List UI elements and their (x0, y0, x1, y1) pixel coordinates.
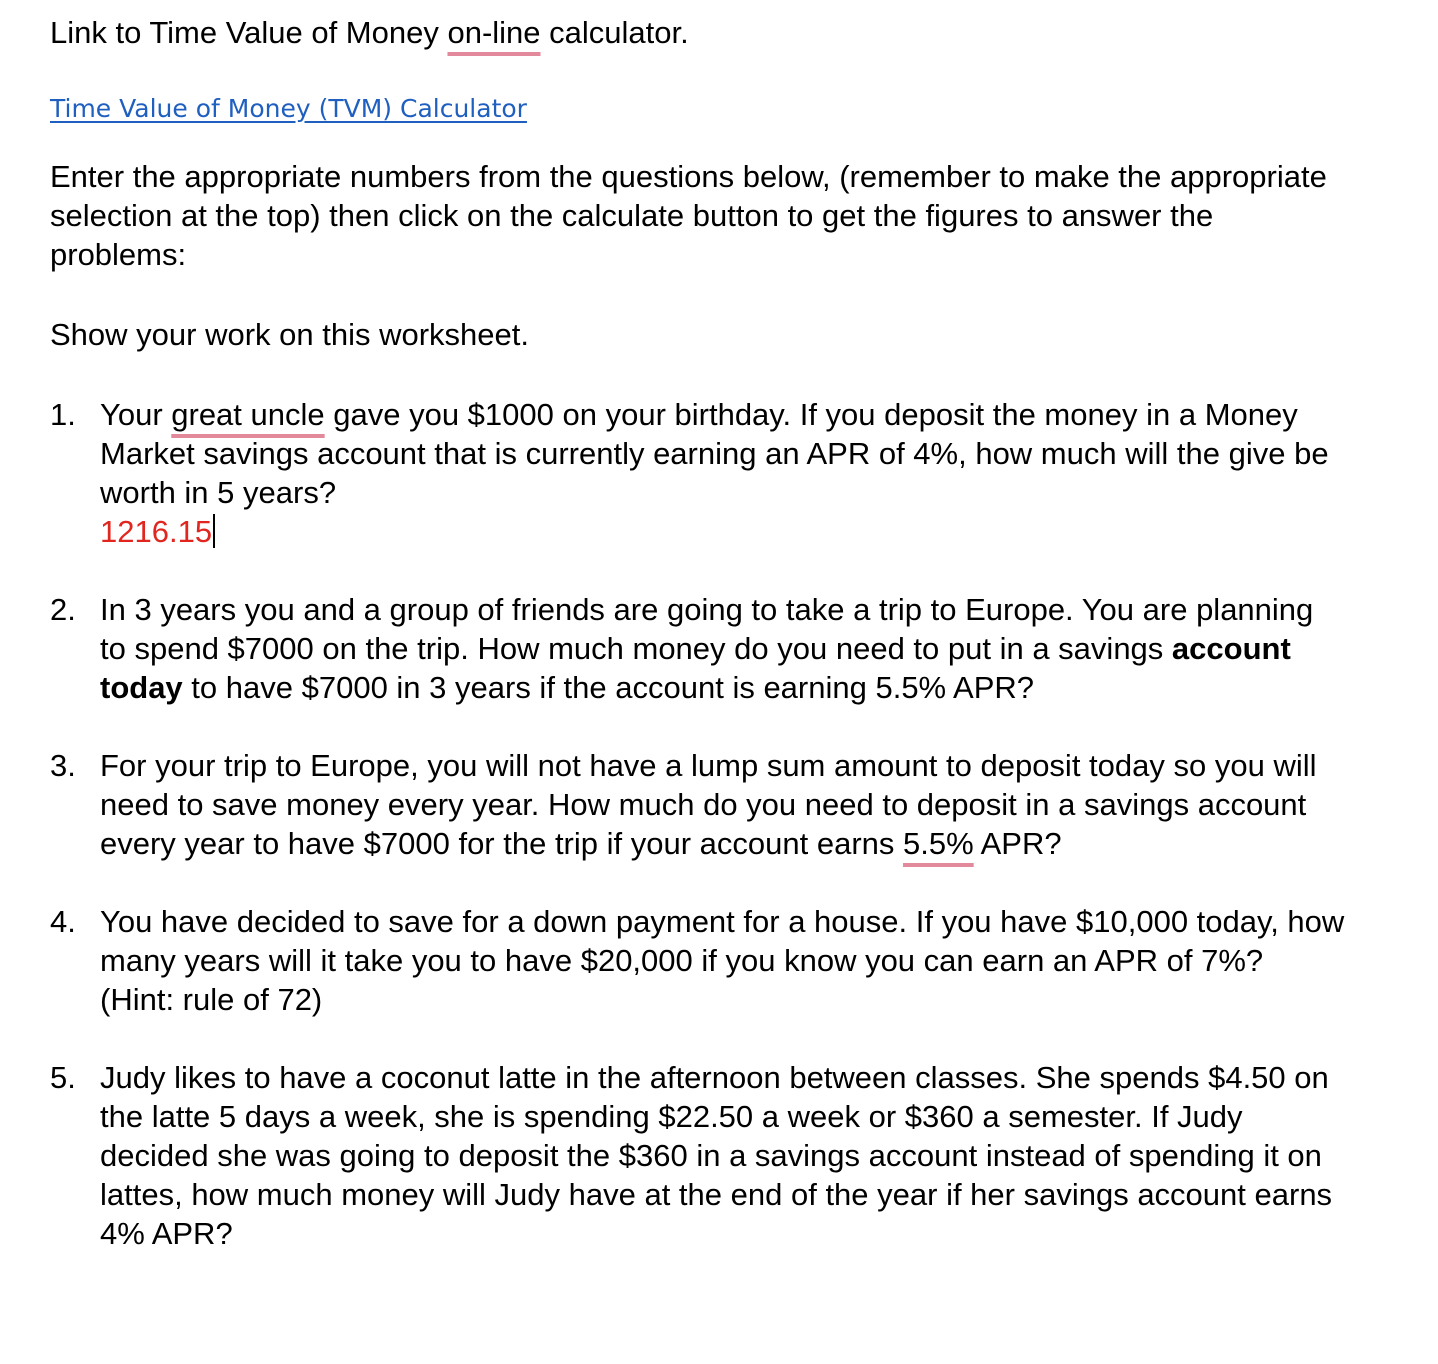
tvm-calculator-link[interactable]: Time Value of Money (TVM) Calculator (50, 94, 527, 123)
question-text: Your (100, 397, 172, 432)
spellcheck-flagged-word: on-line (447, 15, 541, 50)
question-4 (50, 902, 1345, 1019)
question-number: 3. (50, 748, 76, 783)
question-2 (50, 590, 1345, 707)
bold-emphasis: account today (100, 631, 1291, 705)
spellcheck-flagged-phrase: great uncle (171, 397, 325, 432)
show-work-line: Show your work on this worksheet. (50, 317, 529, 352)
instructions-paragraph: Enter the appropriate numbers from the questions below, (remember to make the appropriate selection at the top) then click on the calculate button to get the figures to answer the problems: (50, 159, 1327, 272)
link-line (50, 87, 1420, 127)
question-1 (50, 395, 1345, 551)
question-list (50, 395, 1420, 1253)
question-3 (50, 746, 1345, 863)
text-cursor (213, 514, 215, 548)
question-text: For your trip to Europe, you will not have a lump sum amount to deposit today so you will need to save money every year. How much do you need to deposit in a savings account every year to have $7000 for the trip if your account earns (100, 748, 1317, 861)
question-number: 4. (50, 904, 76, 939)
intro-text-start: Link to Time Value of Money (50, 15, 448, 50)
question-5 (50, 1058, 1345, 1253)
question-text-continued: gave you $1000 on your birthday. If you deposit the money in a Money Market savings account that is currently earning an APR of 4%, how much will the give be worth in 5 years? (100, 397, 1329, 510)
question-text: Judy likes to have a coconut latte in the afternoon between classes. She spends $4.50 on the latte 5 days a week, she is spending $22.50 a week or $360 a semester. If Judy decided she was going to deposit the $360 in a savings account instead of spending it on lattes, how much money will Judy have at the end of the year if her savings account earns 4% APR? (100, 1060, 1333, 1251)
question-number: 2. (50, 592, 76, 627)
intro-text-end: calculator. (540, 15, 689, 50)
question-text-continued: APR? (973, 826, 1062, 861)
question-text-continued: to have $7000 in 3 years if the account is earning 5.5% APR? (182, 670, 1035, 705)
question-number: 1. (50, 397, 76, 432)
question-number: 5. (50, 1060, 76, 1095)
question-text: You have decided to save for a down payment for a house. If you have $10,000 today, how many years will it take you to have $20,000 if you know you can earn an APR of 7%? (Hint: rule of 72) (100, 904, 1345, 1017)
question-text: In 3 years you and a group of friends are going to take a trip to Europe. You are planning to spend $7000 on the trip. How much money do you need to put in a savings (100, 592, 1314, 666)
answer-text[interactable]: 1216.15 (100, 514, 213, 549)
calculator-intro-line (50, 13, 1420, 53)
worksheet-page (50, 13, 1420, 1253)
spellcheck-flagged-value: 5.5% (903, 826, 974, 861)
